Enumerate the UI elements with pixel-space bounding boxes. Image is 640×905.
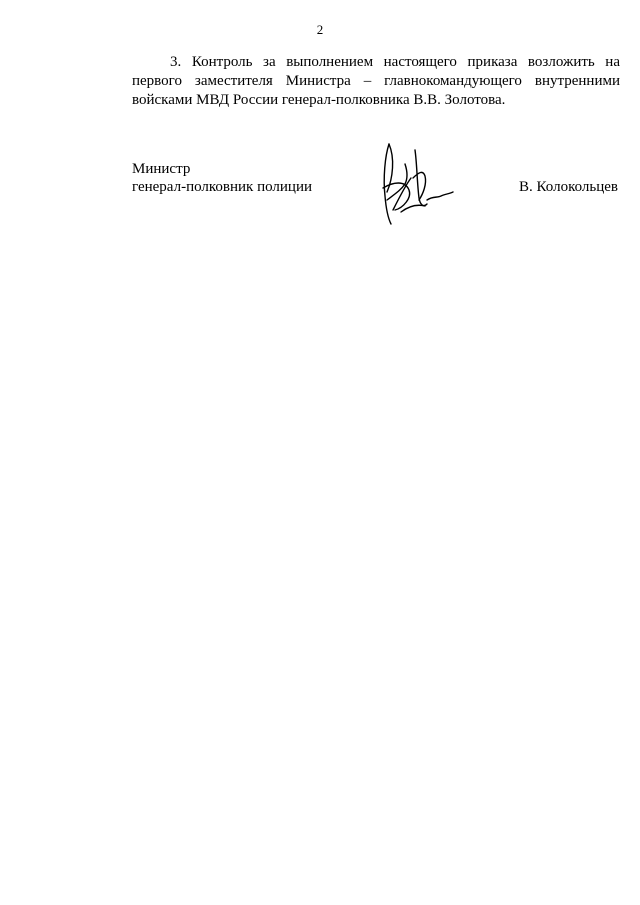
paragraph-line: первого заместителя Министра – главнокомандующего внутренними — [132, 73, 620, 89]
handwritten-signature — [375, 138, 465, 228]
signature-block — [132, 160, 622, 240]
order-paragraph — [132, 53, 620, 110]
signatory-rank: генерал-полковник полиции — [132, 179, 313, 195]
signatory-name: В. Колокольцев — [519, 179, 618, 195]
paragraph-line: войсками МВД России генерал-полковника В.В. Золотова. — [132, 92, 506, 108]
page-number: 2 — [316, 22, 324, 37]
signatory-title: Министр — [132, 161, 191, 177]
paragraph-line: 3. Контроль за выполнением настоящего приказа возложить на — [170, 54, 620, 70]
